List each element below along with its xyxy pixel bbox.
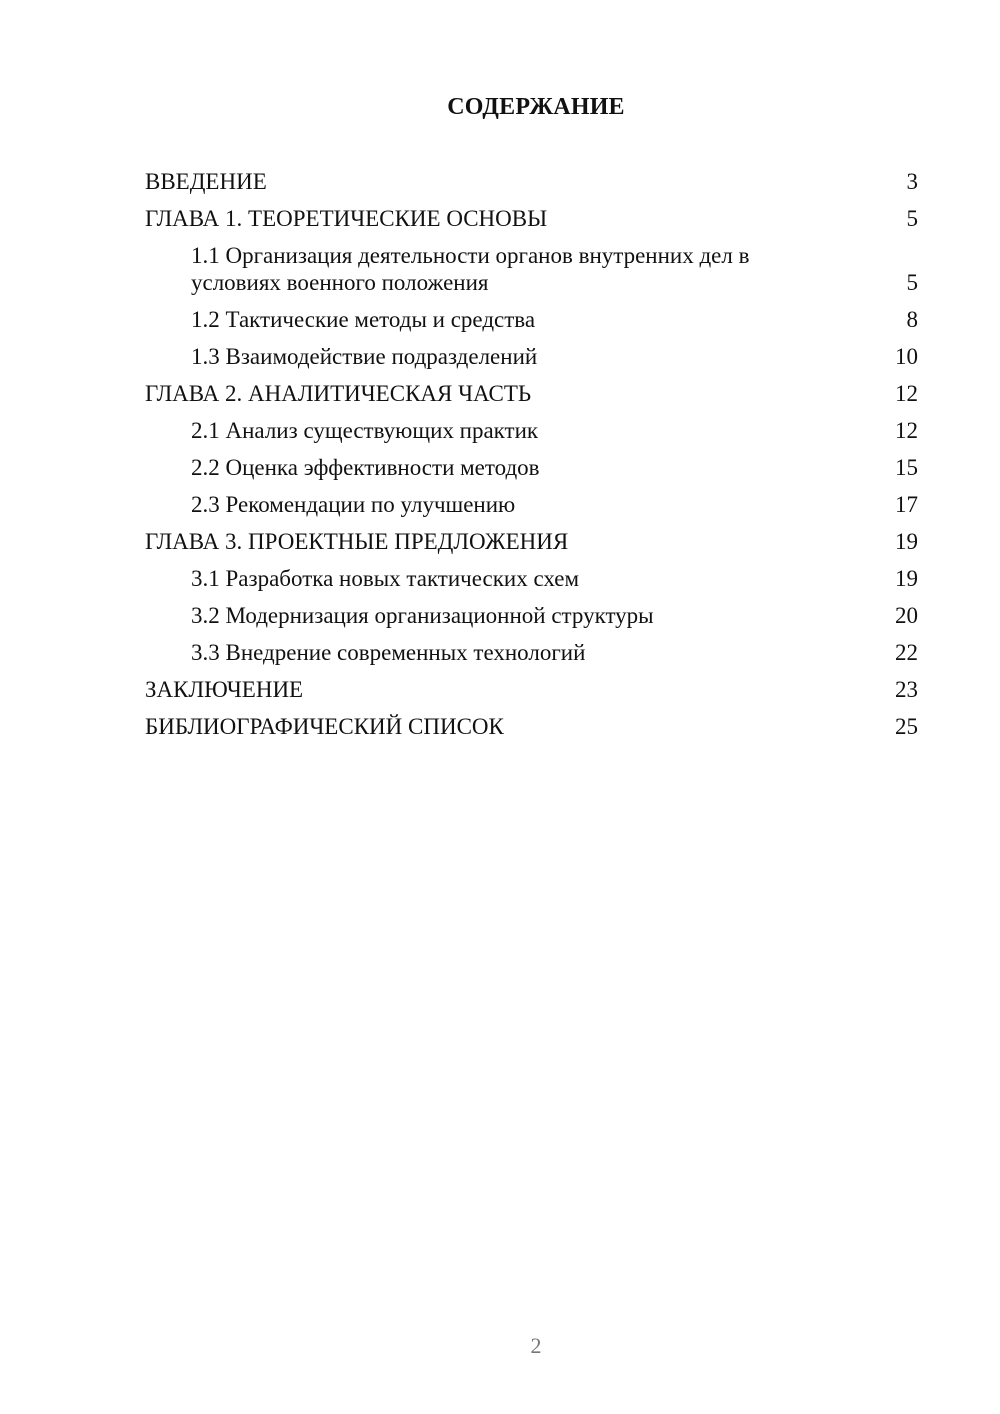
toc-entry-section-2-3[interactable] [145, 491, 918, 518]
toc-entry-section-2-2[interactable] [145, 454, 918, 481]
toc-entry-page: 10 [895, 344, 918, 369]
toc-entry-page: 23 [895, 677, 918, 702]
toc-entry-page: 5 [906, 206, 918, 231]
toc-entry-page: 12 [895, 381, 918, 406]
toc-entry-label: ЗАКЛЮЧЕНИЕ [145, 677, 304, 702]
toc-entry-section-1-1[interactable] [145, 242, 918, 296]
toc-entry-section-3-1[interactable] [145, 565, 918, 592]
toc-entry-label: ГЛАВА 1. ТЕОРЕТИЧЕСКИЕ ОСНОВЫ [145, 206, 548, 231]
toc-entry-section-1-2[interactable] [145, 306, 918, 333]
toc-entry-page: 3 [906, 169, 918, 194]
toc-entry-section-3-2[interactable] [145, 602, 918, 629]
toc-entry-label: 1.1 Организация деятельности органов внутренних дел в условиях военного положения [191, 243, 750, 295]
toc-entry-label: 2.1 Анализ существующих практик [191, 418, 539, 443]
toc-entry-conclusion[interactable] [145, 676, 918, 703]
toc-entry-label: 2.2 Оценка эффективности методов [191, 455, 540, 480]
toc-entry-label: 1.3 Взаимодействие подразделений [191, 344, 538, 369]
toc-entry-introduction[interactable] [145, 168, 918, 195]
toc-entry-page: 19 [895, 529, 918, 554]
toc-entry-section-3-3[interactable] [145, 639, 918, 666]
toc-entry-chapter-2[interactable] [145, 380, 918, 407]
toc-entry-page: 17 [895, 492, 918, 517]
toc-entry-page: 19 [895, 566, 918, 591]
toc-entry-label: 3.1 Разработка новых тактических схем [191, 566, 580, 591]
toc-entry-page: 25 [895, 714, 918, 739]
toc-entry-section-2-1[interactable] [145, 417, 918, 444]
toc-entry-label: БИБЛИОГРАФИЧЕСКИЙ СПИСОК [145, 714, 504, 739]
toc-entry-page: 15 [895, 455, 918, 480]
toc-entry-label: 1.2 Тактические методы и средства [191, 307, 536, 332]
toc-entry-chapter-1[interactable] [145, 205, 918, 232]
page-title: СОДЕРЖАНИЕ [447, 94, 625, 120]
toc-entry-label: ГЛАВА 2. АНАЛИТИЧЕСКАЯ ЧАСТЬ [145, 381, 532, 406]
toc-entry-label: ГЛАВА 3. ПРОЕКТНЫЕ ПРЕДЛОЖЕНИЯ [145, 529, 569, 554]
toc-entry-chapter-3[interactable] [145, 528, 918, 555]
toc-entry-label: 3.3 Внедрение современных технологий [191, 640, 586, 665]
toc-entry-page: 5 [906, 270, 918, 295]
toc-entry-label: ВВЕДЕНИЕ [145, 169, 267, 194]
toc-entry-page: 12 [895, 418, 918, 443]
toc-entry-label: 2.3 Рекомендации по улучшению [191, 492, 516, 517]
toc-entry-section-1-3[interactable] [145, 343, 918, 370]
table-of-contents [145, 168, 918, 740]
toc-entry-label: 3.2 Модернизация организационной структуры [191, 603, 654, 628]
toc-entry-page: 8 [906, 307, 918, 332]
toc-entry-page: 22 [895, 640, 918, 665]
toc-entry-page: 20 [895, 603, 918, 628]
toc-entry-bibliography[interactable] [145, 713, 918, 740]
page-number: 2 [530, 1333, 542, 1358]
